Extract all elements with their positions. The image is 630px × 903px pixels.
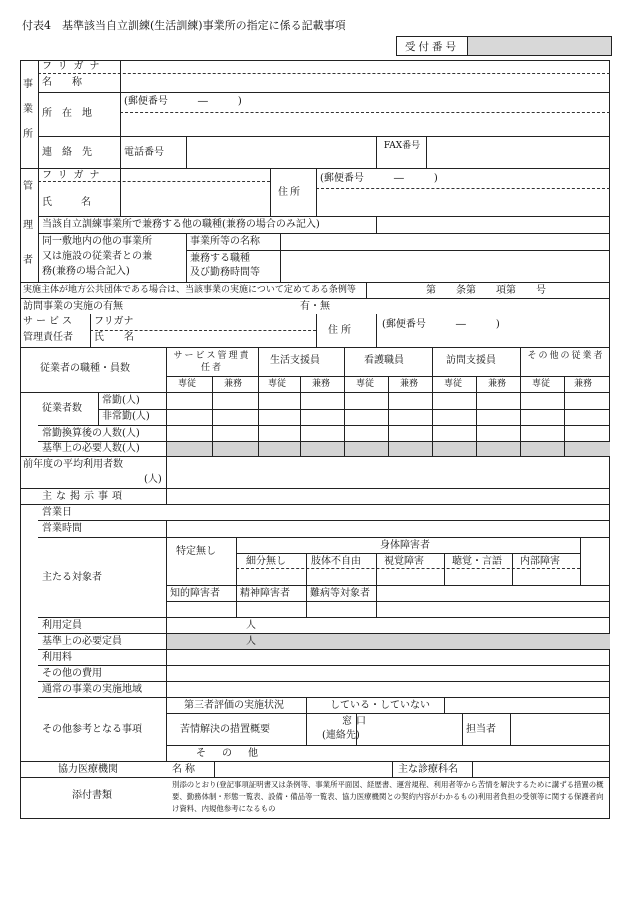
target-phys-none: 細分無し <box>246 556 286 567</box>
target-phys-limb: 肢体不自由 <box>311 556 361 567</box>
attachments-label: 添付書類 <box>72 790 112 801</box>
office-tel-label: 電話番号 <box>124 147 164 158</box>
visit-service-label: 訪問事業の実施の有無 <box>23 301 123 312</box>
window-label-l1: 窓口 <box>342 716 370 727</box>
target-intellectual: 知的障害者 <box>170 588 220 599</box>
staff-count-label: 従業者数 <box>42 403 82 414</box>
visit-service-value: 有・無 <box>300 301 330 312</box>
form-table <box>20 60 610 819</box>
staff-col-other: その他の従業者 <box>527 351 605 361</box>
manager-furigana-label: フリガナ <box>42 170 106 181</box>
office-section-2: 業 <box>23 104 33 115</box>
business-days-label: 営業日 <box>42 507 72 518</box>
medical-name-label: 名称 <box>172 764 198 775</box>
third-party-label: 第三者評価の実施状況 <box>184 700 284 711</box>
col-svc-concurrent: 兼務 <box>224 379 243 389</box>
svc-mgr-label-l2: 管理責任者 <box>23 332 73 343</box>
other-cost-label: その他の費用 <box>42 668 102 679</box>
manager-postal: (郵便番号 ― ) <box>320 173 438 184</box>
office-contact-label: 連 絡 先 <box>42 147 92 158</box>
main-items-label: 主な掲示事項 <box>42 491 126 502</box>
other-label: そ の 他 <box>196 748 261 759</box>
medical-label: 協力医療機関 <box>58 764 118 775</box>
svc-mgr-furigana-label: フリガナ <box>94 316 134 327</box>
required-capacity-unit: 人 <box>246 636 256 647</box>
staff-col-visit-support: 訪問支援員 <box>446 355 496 366</box>
col-svc-dedicated: 専従 <box>178 379 197 389</box>
office-name-label: 名 称 <box>42 77 82 88</box>
ordinance-label: 実施主体が地方公共団体である場合は、当該事業の実施について定めてある条例等 <box>23 285 356 295</box>
manager-concurrent-label: 当該自立訓練事業所で兼務する他の職種(兼務の場合のみ記入) <box>42 219 320 230</box>
manager-facility-name-label: 事業所等の名称 <box>190 236 260 247</box>
manager-address-label: 住所 <box>278 187 302 198</box>
service-area-label: 通常の事業の実施地域 <box>42 684 142 695</box>
svc-mgr-address-label: 住所 <box>328 325 354 336</box>
office-fax-label: FAX番号 <box>383 141 421 151</box>
target-phys-internal: 内部障害 <box>520 556 560 567</box>
svc-mgr-label-l1: サービス <box>23 316 75 327</box>
business-hours-label: 営業時間 <box>42 523 82 534</box>
target-physical: 身体障害者 <box>380 540 430 551</box>
other-ref-label: その他参考となる事項 <box>42 724 142 735</box>
staff-col-nurse: 看護職員 <box>364 355 404 366</box>
window-label-l2: (連絡先) <box>322 730 360 741</box>
avg-users-label-l1: 前年度の平均利用者数 <box>23 459 123 470</box>
person-in-charge-label: 担当者 <box>466 724 496 735</box>
office-section-3: 所 <box>23 129 33 140</box>
manager-other-l2: 又は施設の従業者との兼 <box>42 251 152 262</box>
col-nurse-dedicated: 専従 <box>356 379 375 389</box>
complaint-label: 苦情解決の措置概要 <box>180 724 270 735</box>
staff-col-svc-mgr: サービス管理責任者 <box>173 351 251 373</box>
staff-required-label: 基準上の必要人数(人) <box>42 443 140 454</box>
avg-users-label-l2: (人) <box>144 474 162 485</box>
staff-header: 従業者の職種・員数 <box>40 363 130 374</box>
capacity-unit: 人 <box>246 620 256 631</box>
fee-label: 利用料 <box>42 652 72 663</box>
office-furigana-label: フリガナ <box>42 61 106 72</box>
col-life-dedicated: 専従 <box>268 379 287 389</box>
svc-mgr-postal: (郵便番号 ― ) <box>382 319 500 330</box>
office-address-label: 所 在 地 <box>42 108 92 119</box>
col-other-concurrent: 兼務 <box>574 379 593 389</box>
col-visit-dedicated: 専従 <box>444 379 463 389</box>
capacity-label: 利用定員 <box>42 620 82 631</box>
target-label: 主たる対象者 <box>42 572 102 583</box>
svc-mgr-name-label: 氏 名 <box>94 332 134 343</box>
required-capacity-shade <box>166 633 610 649</box>
col-visit-concurrent: 兼務 <box>488 379 507 389</box>
target-phys-hearing: 聴覚・言語 <box>452 556 502 567</box>
medical-dept-label: 主な診療科名 <box>398 764 458 775</box>
col-other-dedicated: 専従 <box>532 379 551 389</box>
ordinance-value: 第 条第 項第 号 <box>426 285 546 296</box>
staff-parttime-label: 非常勤(人) <box>102 411 150 422</box>
required-capacity-label: 基準上の必要定員 <box>42 636 122 647</box>
target-intractable: 難病等対象者 <box>310 588 370 599</box>
col-nurse-concurrent: 兼務 <box>400 379 419 389</box>
attachments-text: 別添のとおり(登記事項証明書又は条例等、事業所平面図、経歴書、運営規程、利用者等から苦情を解決するために講ずる措置の概要、勤務体制・形態一覧表、設備・備品等一覧表、協力医療機関との契約内容がわかるもの)利用者負担の受領等に関する保護者向け資料、内規他参考になるもの <box>172 780 604 813</box>
target-unspecified: 特定無し <box>176 546 216 557</box>
office-postal: (郵便番号 ― ) <box>124 96 242 107</box>
receipt-number-field[interactable] <box>468 37 611 55</box>
staff-fte-label: 常勤換算後の人数(人) <box>42 428 140 439</box>
receipt-number-box <box>396 36 612 56</box>
target-phys-visual: 視覚障害 <box>384 556 424 567</box>
target-mental: 精神障害者 <box>240 588 290 599</box>
receipt-number-label: 受付番号 <box>397 37 468 55</box>
manager-section-2: 理 <box>23 220 33 231</box>
third-party-value: している・していない <box>330 700 430 711</box>
manager-other-l1: 同一敷地内の他の事業所 <box>42 236 152 247</box>
staff-fulltime-label: 常勤(人) <box>102 395 140 406</box>
col-life-concurrent: 兼務 <box>312 379 331 389</box>
manager-section-1: 管 <box>23 181 33 192</box>
manager-job-l1: 兼務する職種 <box>190 253 250 264</box>
office-section-1: 事 <box>23 79 33 90</box>
manager-section-3: 者 <box>23 255 33 266</box>
manager-other-l3: 務(兼務の場合記入) <box>42 266 130 277</box>
form-title: 付表4 基準該当自立訓練(生活訓練)事業所の指定に係る記載事項 <box>22 19 346 32</box>
manager-job-l2: 及び勤務時間等 <box>190 267 260 278</box>
manager-name-label: 氏 名 <box>42 197 94 208</box>
staff-col-life-support: 生活支援員 <box>270 355 320 366</box>
